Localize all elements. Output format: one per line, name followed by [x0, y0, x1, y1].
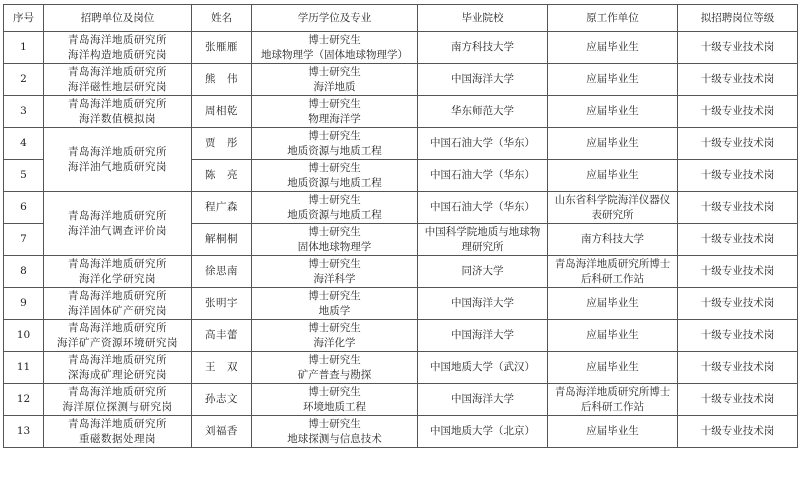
row-unit: 青岛海洋地质研究所 深海成矿理论研究岗: [44, 352, 192, 384]
row-school: 中国海洋大学: [418, 384, 548, 416]
row-level: 十级专业技术岗: [678, 192, 798, 224]
row-level: 十级专业技术岗: [678, 96, 798, 128]
row-school: 同济大学: [418, 256, 548, 288]
row-school: 南方科技大学: [418, 32, 548, 64]
row-employer: 应届毕业生: [548, 64, 678, 96]
row-degree: 博士研究生 地质资源与地质工程: [252, 192, 418, 224]
row-degree: 博士研究生 地质资源与地质工程: [252, 160, 418, 192]
row-unit: 青岛海洋地质研究所 海洋构造地质研究岗: [44, 32, 192, 64]
row-level: 十级专业技术岗: [678, 256, 798, 288]
row-degree: 博士研究生 地球探测与信息技术: [252, 416, 418, 448]
row-name: 刘福香: [192, 416, 252, 448]
row-no: 8: [4, 256, 44, 288]
row-employer: 青岛海洋地质研究所博士后科研工作站: [548, 256, 678, 288]
row-level: 十级专业技术岗: [678, 160, 798, 192]
row-no: 12: [4, 384, 44, 416]
row-name: 孙志文: [192, 384, 252, 416]
row-no: 9: [4, 288, 44, 320]
row-degree: 博士研究生 环境地质工程: [252, 384, 418, 416]
row-name: 解桐桐: [192, 224, 252, 256]
row-level: 十级专业技术岗: [678, 320, 798, 352]
row-school: 中国地质大学（北京）: [418, 416, 548, 448]
table-row: [4, 320, 798, 352]
row-level: 十级专业技术岗: [678, 384, 798, 416]
row-school: 中国科学院地质与地球物理研究所: [418, 224, 548, 256]
row-employer: 应届毕业生: [548, 288, 678, 320]
row-degree: 博士研究生 物理海洋学: [252, 96, 418, 128]
row-degree: 博士研究生 地质资源与地质工程: [252, 128, 418, 160]
row-name: 贾 彤: [192, 128, 252, 160]
row-level: 十级专业技术岗: [678, 352, 798, 384]
table-row: [4, 384, 798, 416]
row-name: 徐思南: [192, 256, 252, 288]
table-row: [4, 32, 798, 64]
row-school: 中国海洋大学: [418, 288, 548, 320]
header-school: 毕业院校: [418, 5, 548, 32]
row-employer: 应届毕业生: [548, 96, 678, 128]
row-employer: 应届毕业生: [548, 352, 678, 384]
table-row: [4, 256, 798, 288]
row-degree: 博士研究生 海洋科学: [252, 256, 418, 288]
row-level: 十级专业技术岗: [678, 128, 798, 160]
row-degree: 博士研究生 海洋地质: [252, 64, 418, 96]
header-employer: 原工作单位: [548, 5, 678, 32]
header-no: 序号: [4, 5, 44, 32]
row-level: 十级专业技术岗: [678, 64, 798, 96]
row-degree: 博士研究生 海洋化学: [252, 320, 418, 352]
row-school: 中国石油大学（华东）: [418, 192, 548, 224]
row-degree: 博士研究生 地质学: [252, 288, 418, 320]
row-employer: 山东省科学院海洋仪器仪表研究所: [548, 192, 678, 224]
recruitment-table: [3, 4, 798, 448]
row-degree: 博士研究生 地球物理学（固体地球物理学）: [252, 32, 418, 64]
table-row: [4, 96, 798, 128]
header-name: 姓名: [192, 5, 252, 32]
row-unit: 青岛海洋地质研究所 海洋磁性地层研究岗: [44, 64, 192, 96]
row-school: 中国海洋大学: [418, 320, 548, 352]
row-unit: 青岛海洋地质研究所 海洋固体矿产研究岗: [44, 288, 192, 320]
table-row: [4, 192, 798, 224]
row-no: 4: [4, 128, 44, 160]
row-degree: 博士研究生 矿产普查与勘探: [252, 352, 418, 384]
row-employer: 应届毕业生: [548, 32, 678, 64]
row-level: 十级专业技术岗: [678, 416, 798, 448]
row-name: 张雁雁: [192, 32, 252, 64]
row-no: 13: [4, 416, 44, 448]
row-unit: 青岛海洋地质研究所 海洋化学研究岗: [44, 256, 192, 288]
row-level: 十级专业技术岗: [678, 32, 798, 64]
row-employer: 应届毕业生: [548, 160, 678, 192]
row-school: 华东师范大学: [418, 96, 548, 128]
row-no: 11: [4, 352, 44, 384]
row-unit: 青岛海洋地质研究所 海洋数值模拟岗: [44, 96, 192, 128]
table-row: [4, 128, 798, 160]
row-unit: 青岛海洋地质研究所 海洋油气调查评价岗: [44, 192, 192, 256]
row-employer: 青岛海洋地质研究所博士后科研工作站: [548, 384, 678, 416]
row-name: 周相乾: [192, 96, 252, 128]
row-name: 高丰蕾: [192, 320, 252, 352]
row-employer: 应届毕业生: [548, 320, 678, 352]
header-level: 拟招聘岗位等级: [678, 5, 798, 32]
row-unit: 青岛海洋地质研究所 海洋原位探测与研究岗: [44, 384, 192, 416]
row-no: 3: [4, 96, 44, 128]
row-unit: 青岛海洋地质研究所 重磁数据处理岗: [44, 416, 192, 448]
table-row: [4, 352, 798, 384]
row-employer: 南方科技大学: [548, 224, 678, 256]
header-degree: 学历学位及专业: [252, 5, 418, 32]
row-level: 十级专业技术岗: [678, 224, 798, 256]
table-row: [4, 64, 798, 96]
header-unit: 招聘单位及岗位: [44, 5, 192, 32]
row-no: 5: [4, 160, 44, 192]
row-no: 7: [4, 224, 44, 256]
row-name: 张明宇: [192, 288, 252, 320]
row-school: 中国石油大学（华东）: [418, 160, 548, 192]
row-employer: 应届毕业生: [548, 416, 678, 448]
row-name: 陈 亮: [192, 160, 252, 192]
row-level: 十级专业技术岗: [678, 288, 798, 320]
row-name: 熊 伟: [192, 64, 252, 96]
row-no: 10: [4, 320, 44, 352]
row-school: 中国地质大学（武汉）: [418, 352, 548, 384]
row-employer: 应届毕业生: [548, 128, 678, 160]
row-school: 中国石油大学（华东）: [418, 128, 548, 160]
table-row: [4, 288, 798, 320]
header-row: [4, 5, 798, 32]
row-unit: 青岛海洋地质研究所 海洋矿产资源环境研究岗: [44, 320, 192, 352]
row-school: 中国海洋大学: [418, 64, 548, 96]
row-name: 程广森: [192, 192, 252, 224]
row-degree: 博士研究生 固体地球物理学: [252, 224, 418, 256]
row-name: 王 双: [192, 352, 252, 384]
row-no: 1: [4, 32, 44, 64]
table-row: [4, 416, 798, 448]
row-unit: 青岛海洋地质研究所 海洋油气地质研究岗: [44, 128, 192, 192]
row-no: 6: [4, 192, 44, 224]
row-no: 2: [4, 64, 44, 96]
